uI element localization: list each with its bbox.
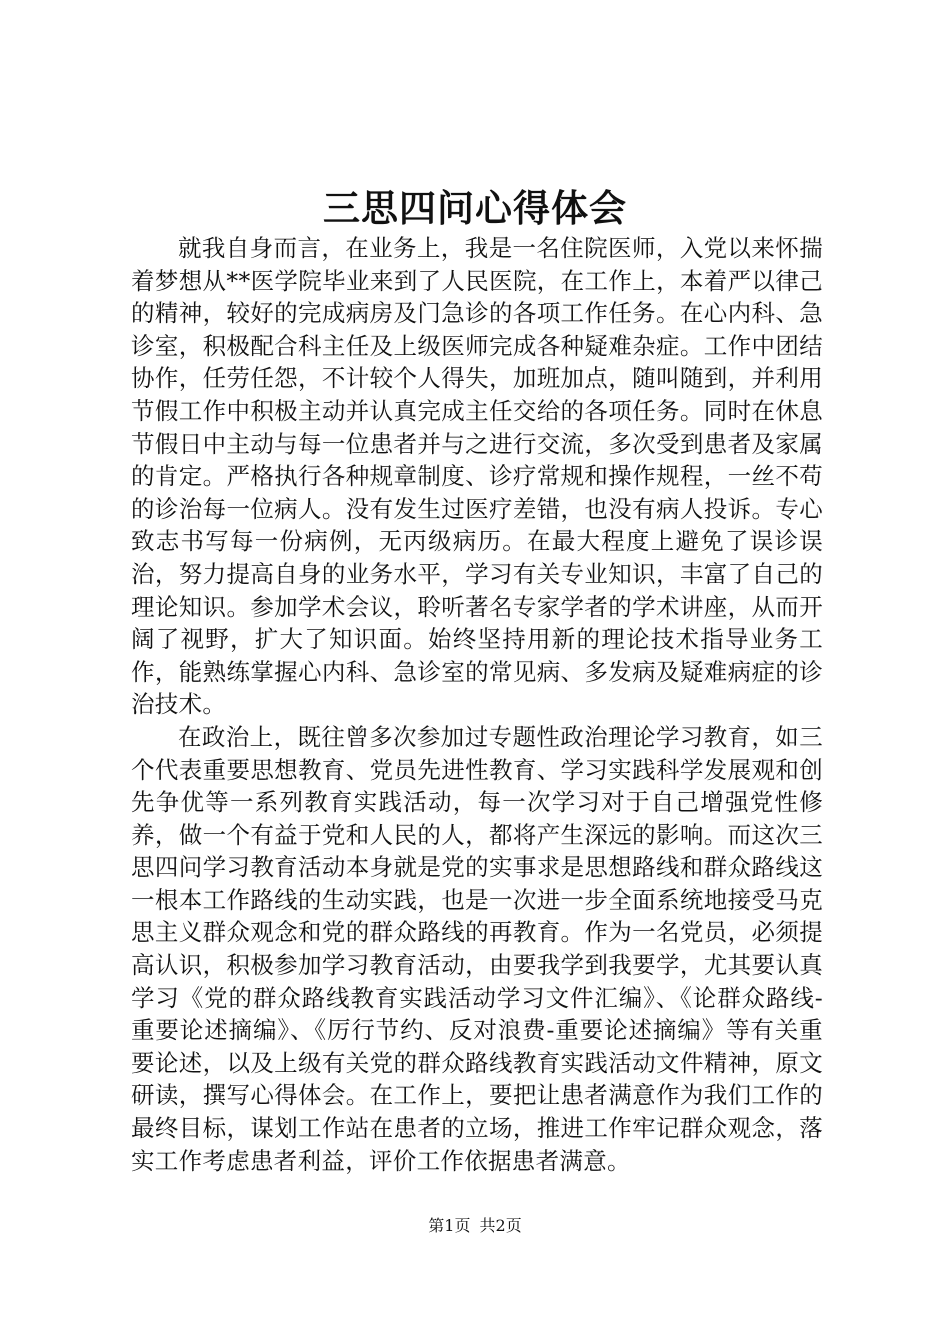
document-body bbox=[131, 232, 823, 1177]
page-number: 第1页 bbox=[428, 1216, 471, 1235]
page-footer bbox=[0, 1214, 950, 1238]
document-title: 三思四问心得体会 bbox=[323, 186, 627, 230]
paragraph-politics: 在政治上，既往曾多次参加过专题性政治理论学习教育，如三个代表重要思想教育、党员先进性教育、学习实践科学发展观和创先争优等一系列教育实践活动，每一次学习对于自己增强党性修养，做一个有益于党和人民的人，都将产生深远的影响。而这次三思四问学习教育活动本身就是党的实事求是思想路线和群众路线这一根本工作路线的生动实践，也是一次进一步全面系统地接受马克思主义群众观念和党的群众路线的再教育。作为一名党员，必须提高认识，积极参加学习教育活动，由要我学到我要学，尤其要认真学习《党的群众路线教育实践活动学习文件汇编》、《论群众路线-重要论述摘编》、《厉行节约、反对浪费-重要论述摘编》等有关重要论述，以及上级有关党的群众路线教育实践活动文件精神，原文研读，撰写心得体会。在工作上，要把让患者满意作为我们工作的最终目标，谋划工作站在患者的立场，推进工作牢记群众观念，落实工作考虑患者利益，评价工作依据患者满意。 bbox=[131, 722, 823, 1175]
paragraph-work: 就我自身而言，在业务上，我是一名住院医师，入党以来怀揣着梦想从**医学院毕业来到了人民医院，在工作上，本着严以律己的精神，较好的完成病房及门急诊的各项工作任务。在心内科、急诊室，积极配合科主任及上级医师完成各种疑难杂症。工作中团结协作，任劳任怨，不计较个人得失，加班加点，随叫随到，并利用节假工作中积极主动并认真完成主任交给的各项任务。同时在休息节假日中主动与每一位患者并与之进行交流，多次受到患者及家属的肯定。严格执行各种规章制度、诊疗常规和操作规程，一丝不苟的诊治每一位病人。没有发生过医疗差错，也没有病人投诉。专心致志书写每一份病例，无丙级病历。在最大程度上避免了误诊误治，努力提高自身的业务水平，学习有关专业知识，丰富了自己的理论知识。参加学术会议，聆听著名专家学者的学术讲座，从而开阔了视野，扩大了知识面。始终坚持用新的理论技术指导业务工作，能熟练掌握心内科、急诊室的常见病、多发病及疑难病症的诊治技术。 bbox=[131, 234, 823, 719]
page-total: 共2页 bbox=[479, 1216, 522, 1235]
